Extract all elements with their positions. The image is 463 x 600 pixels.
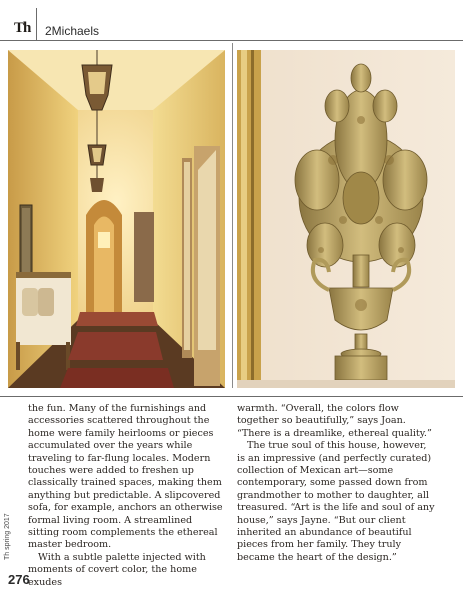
folio-text: Th spring 2017 [4,513,11,560]
column-divider [232,43,233,388]
paragraph: The true soul of this house, however, is an impressive (and perfectly curated) collection of Mexican art—some contemporary, some passed down from grandmother to mother to daughter, all treasured. “Art is the life and soul of any house,” says Jayne. “But our client inherited an abundance of beautiful pieces from her family. They truly became the heart of the design.” [237,440,435,563]
section-rule [0,396,463,397]
magazine-name: 2Michaels [45,24,100,38]
paragraph: warmth. “Overall, the colors flow together so beautifully,” says Joan. “There is a dreamlike, ethereal quality.” [237,403,432,439]
header-divider [36,8,37,41]
article-column-left [28,403,226,589]
hallway-photo [8,50,225,388]
ornament-photo [237,50,455,388]
paragraph: the fun. Many of the furnishings and accessories scattered throughout the home were family heirlooms or pieces accumulated over the years while traveling to far-flung locales. Modern touches were added to freshen up classically trained spaces, making them anything but predictable. A slipcovered sofa, for example, anchors an otherwise formal living room. A streamlined sitting room complements the ethereal master bedroom. [28,403,223,551]
magazine-logo[interactable]: Th [14,20,31,36]
paragraph: With a subtle palette injected with moments of covert color, the home exudes [28,551,206,588]
header-rule [0,40,463,41]
page-number: 276 [8,572,30,587]
vertical-folio [4,513,18,561]
article-column-right [237,403,435,564]
